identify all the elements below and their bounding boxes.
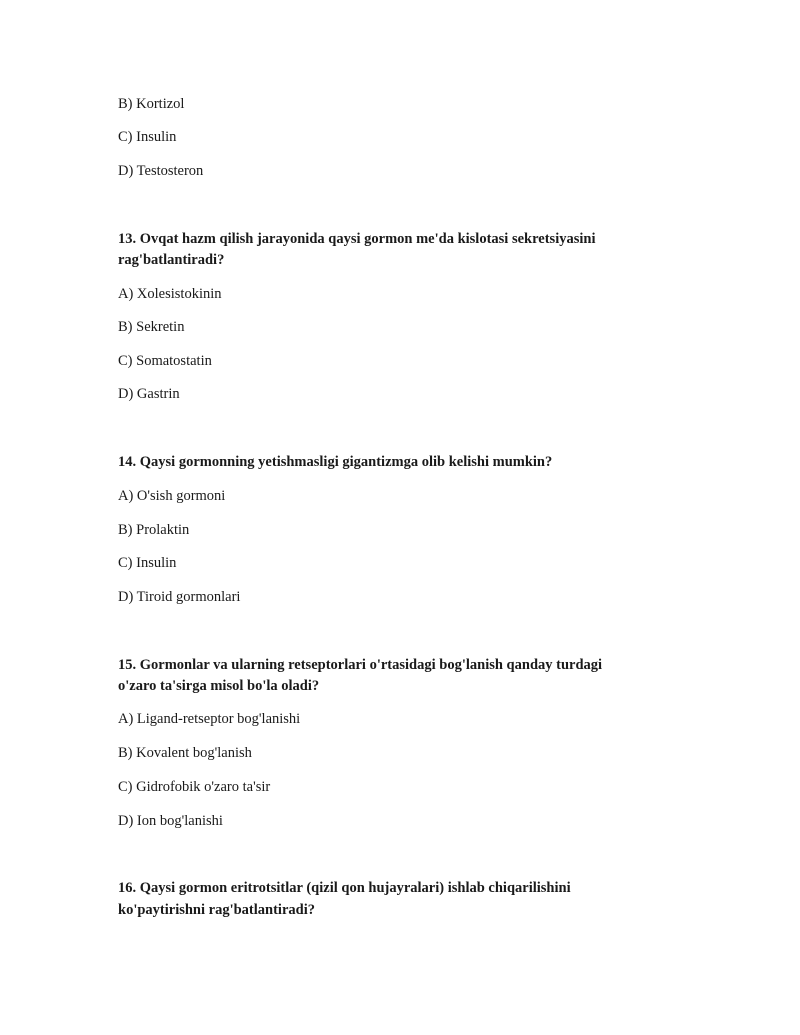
question-15-option-c: C) Gidrofobik o'zaro ta'sir [118, 779, 271, 795]
question-13-option-a: A) Xolesistokinin [118, 286, 222, 302]
question-14-option-d: D) Tiroid gormonlari [118, 589, 241, 605]
question-14-option-c: C) Insulin [118, 555, 177, 571]
question-15-option-d: D) Ion bog'lanishi [118, 813, 223, 829]
question-13-text-cont: rag'batlantiradi? [118, 252, 225, 268]
question-13-option-d: D) Gastrin [118, 386, 180, 402]
question-13-option-b: B) Sekretin [118, 319, 185, 335]
option-b: B) Kortizol [118, 96, 185, 112]
question-15-text: 15. Gormonlar va ularning retseptorlari o'rtasidagi bog'lanish qanday turdagi [118, 657, 603, 673]
question-13-text: 13. Ovqat hazm qilish jarayonida qaysi gormon me'da kislotasi sekretsiyasini [118, 231, 596, 247]
question-16-text-cont: ko'paytirishni rag'batlantiradi? [118, 902, 315, 918]
question-14-text: 14. Qaysi gormonning yetishmasligi gigantizmga olib kelishi mumkin? [118, 454, 553, 470]
question-15-text-cont: o'zaro ta'sirga misol bo'la oladi? [118, 678, 320, 694]
question-13-option-c: C) Somatostatin [118, 353, 212, 369]
question-14-option-b: B) Prolaktin [118, 522, 190, 538]
question-15-option-b: B) Kovalent bog'lanish [118, 745, 252, 761]
option-c: C) Insulin [118, 129, 177, 145]
question-16-text: 16. Qaysi gormon eritrotsitlar (qizil qon hujayralari) ishlab chiqarilishini [118, 880, 571, 896]
option-d: D) Testosteron [118, 163, 204, 179]
question-14-option-a: A) O'sish gormoni [118, 488, 226, 504]
question-15-option-a: A) Ligand-retseptor bog'lanishi [118, 711, 301, 727]
